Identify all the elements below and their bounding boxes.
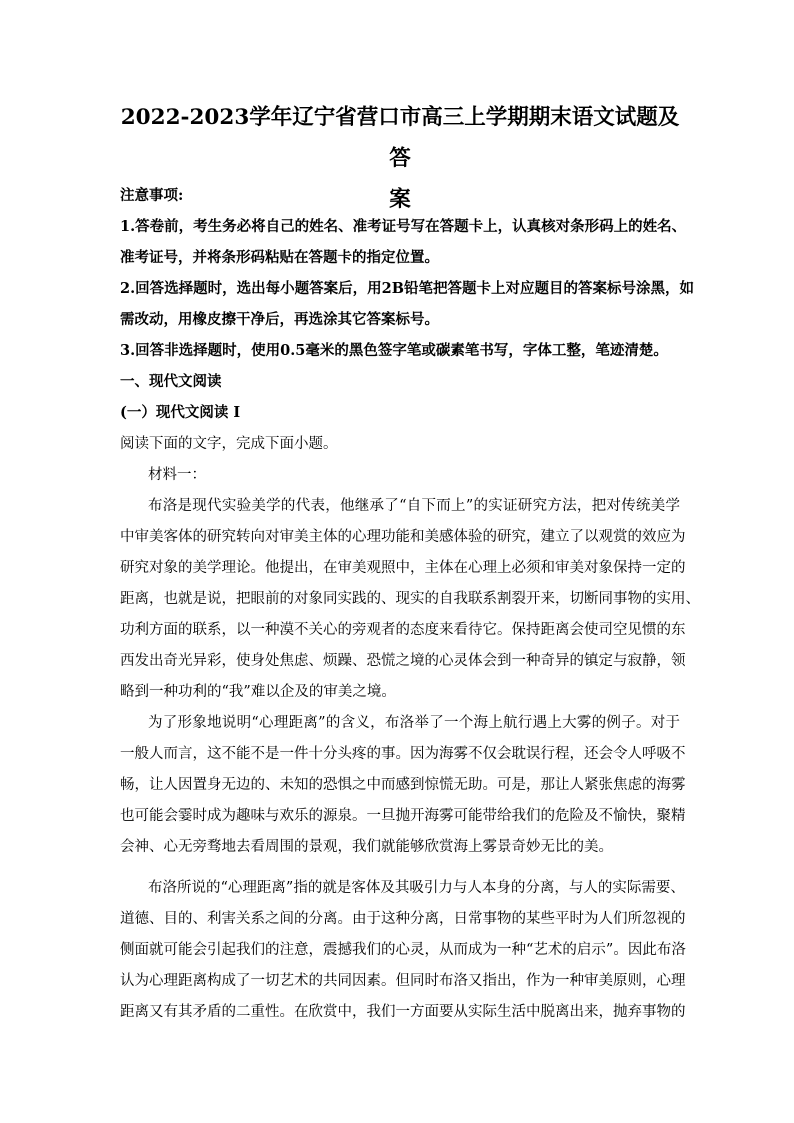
paragraph-line: 距离又有其矛盾的二重性。在欣赏中，我们一方面要从实际生活中脱离出来，抛弃事物的 bbox=[120, 1004, 686, 1020]
paragraph-line: 畅，让人因置身无边的、未知的恐惧之中而感到惊慌无助。可是，那让人紧张焦虑的海雾 bbox=[120, 777, 686, 793]
subsection-heading: (一）现代文阅读 I bbox=[120, 404, 241, 421]
paragraph-line: 布洛是现代实验美学的代表，他继承了“自下而上”的实证研究方法，把对传统美学 bbox=[148, 498, 680, 514]
title-line-2: 案 bbox=[389, 187, 411, 212]
paragraph-line: 布洛所说的“心理距离”指的就是客体及其吸引力与人本身的分离，与人的实际需要、 bbox=[148, 880, 685, 896]
paragraph-line: 西发出奇光异彩，使身处焦虑、烦躁、恐慌之境的心灵体会到一种奇异的镇定与寂静，领 bbox=[120, 653, 686, 669]
material-label: 材料一： bbox=[148, 467, 206, 483]
note-line: 3.回答非选择题时，使用0.5毫米的黑色签字笔或碳素笔书写，字体工整，笔迹清楚。 bbox=[120, 342, 668, 359]
instruction-text: 阅读下面的文字，完成下面小题。 bbox=[120, 436, 338, 452]
paragraph-line: 道德、目的、利害关系之间的分离。由于这种分离，日常事物的某些平时为人们所忽视的 bbox=[120, 911, 686, 927]
paragraph-line: 一般人而言，这不能不是一件十分头疼的事。因为海雾不仅会耽误行程，还会令人呼吸不 bbox=[120, 746, 686, 762]
paragraph-line: 略到一种功利的“我”难以企及的审美之境。 bbox=[120, 684, 396, 700]
section-heading: 一、现代文阅读 bbox=[120, 373, 222, 390]
paragraph-line: 功利方面的联系，以一种漠不关心的旁观者的态度来看待它。保持距离会使司空见惯的东 bbox=[120, 622, 686, 638]
paragraph-line: 距离，也就是说，把眼前的对象同实践的、现实的自我联系割裂开来，切断同事物的实用、 bbox=[120, 591, 700, 607]
notes-heading: 注意事项: bbox=[120, 187, 184, 204]
note-line: 1.答卷前，考生务必将自己的姓名、准考证号写在答题卡上，认真核对条形码上的姓名、 bbox=[120, 218, 687, 235]
title-line-1: 2022-2023学年辽宁省营口市高三上学期期末语文试题及答 bbox=[120, 105, 680, 171]
paragraph-line: 认为心理距离构成了一切艺术的共同因素。但同时布洛又指出，作为一种审美原则，心理 bbox=[120, 973, 686, 989]
paragraph-line: 侧面就可能会引起我们的注意，震撼我们的心灵，从而成为一种“艺术的启示”。因此布洛 bbox=[120, 942, 686, 958]
paragraph-line: 为了形象地说明“心理距离”的含义，布洛举了一个海上航行遇上大雾的例子。对于 bbox=[148, 715, 680, 731]
paragraph-line: 中审美客体的研究转向对审美主体的心理功能和美感体验的研究，建立了以观赏的效应为 bbox=[120, 529, 686, 545]
note-line: 需改动，用橡皮擦干净后，再选涂其它答案标号。 bbox=[120, 311, 439, 328]
note-line: 2.回答选择题时，选出每小题答案后，用2B铅笔把答题卡上对应题目的答案标号涂黑，如 bbox=[120, 280, 694, 297]
paragraph-line: 会神、心无旁骛地去看周围的景观，我们就能够欣赏海上雾景奇妙无比的美。 bbox=[120, 839, 613, 855]
paragraph-line: 研究对象的美学理论。他提出，在审美观照中，主体在心理上必须和审美对象保持一定的 bbox=[120, 560, 686, 576]
paragraph-line: 也可能会霎时成为趣味与欢乐的源泉。一旦抛开海雾可能带给我们的危险及不愉快，聚精 bbox=[120, 808, 686, 824]
note-line: 准考证号，并将条形码粘贴在答题卡的指定位置。 bbox=[120, 249, 439, 266]
